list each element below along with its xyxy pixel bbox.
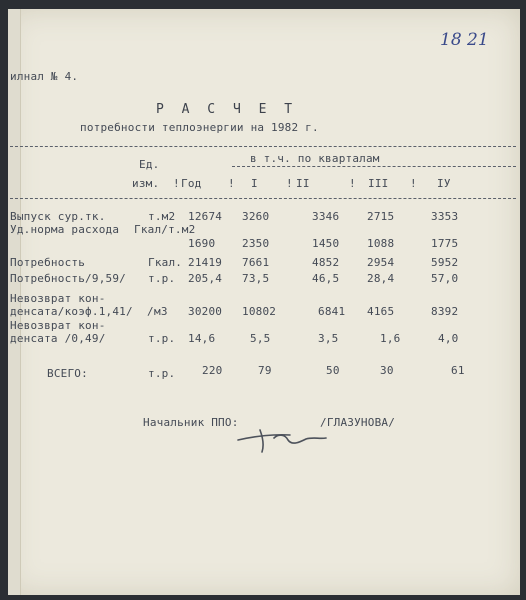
row-q3: 2954 <box>367 256 395 269</box>
header-group-rule <box>232 166 516 167</box>
row-label: Потребность/9,59/ <box>10 272 126 285</box>
row-q4: 61 <box>451 364 465 377</box>
row-q2: 1450 <box>312 237 340 250</box>
row-q1: 79 <box>258 364 272 377</box>
document-title: Р А С Ч Е Т <box>156 102 298 117</box>
header-sep-4: ! <box>410 177 417 190</box>
row-label: Невозврат кон- <box>10 292 106 305</box>
row-label: Невозврат кон- <box>10 319 106 332</box>
row-q4: 3353 <box>431 210 459 223</box>
header-bottom-rule <box>10 198 516 199</box>
row-q2: 3,5 <box>318 332 339 345</box>
document-subtitle: потребности теплоэнергии на 1982 г. <box>80 121 319 134</box>
row-label: Выпуск сур.тк. <box>10 210 106 223</box>
row-q2: 3346 <box>312 210 340 223</box>
row-q3: 2715 <box>367 210 395 223</box>
row-unit: Гкал. <box>148 256 183 269</box>
row-q1: 5,5 <box>250 332 271 345</box>
row-unit: т.р. <box>148 332 176 345</box>
row-q1: 10802 <box>242 305 277 318</box>
row-q3: 1,6 <box>380 332 401 345</box>
row-q1: 2350 <box>242 237 270 250</box>
header-q1: I <box>251 177 258 190</box>
handwritten-signature <box>230 420 340 460</box>
row-year: 30200 <box>188 305 223 318</box>
row-q3: 30 <box>380 364 394 377</box>
header-q2: II <box>296 177 310 190</box>
total-label: ВСЕГО: <box>47 367 88 380</box>
row-unit: т.р. <box>148 272 176 285</box>
row-q3: 4165 <box>367 305 395 318</box>
archive-page-number: 18 21 <box>440 30 489 50</box>
row-q2: 46,5 <box>312 272 340 285</box>
header-sep-2: ! <box>286 177 293 190</box>
header-year-sep: ! <box>173 177 180 190</box>
row-q4: 57,0 <box>431 272 459 285</box>
signatory-position: Начальник ППО: <box>143 416 239 429</box>
row-q1: 73,5 <box>242 272 270 285</box>
row-q1: 3260 <box>242 210 270 223</box>
header-year: Год <box>181 177 202 190</box>
row-q4: 4,0 <box>438 332 459 345</box>
table-top-rule <box>10 146 516 147</box>
row-year: 205,4 <box>188 272 223 285</box>
row-unit: т.м2 <box>148 210 176 223</box>
row-year: 14,6 <box>188 332 216 345</box>
header-unit-line2: изм. <box>132 177 160 190</box>
row-unit: т.р. <box>148 367 176 380</box>
row-year: 1690 <box>188 237 216 250</box>
header-sep-1: ! <box>228 177 235 190</box>
row-q2: 50 <box>326 364 340 377</box>
row-q4: 8392 <box>431 305 459 318</box>
row-year: 12674 <box>188 210 223 223</box>
row-unit: Гкал/т.м2 <box>134 223 196 236</box>
row-label: Уд.норма расхода <box>10 223 120 236</box>
appendix-label: илнал № 4. <box>10 70 79 83</box>
signatory-name: /ГЛАЗУНОВА/ <box>320 416 396 429</box>
header-q3: III <box>368 177 389 190</box>
row-year: 21419 <box>188 256 223 269</box>
row-q1: 7661 <box>242 256 270 269</box>
header-sep-3: ! <box>349 177 356 190</box>
row-year: 220 <box>202 364 223 377</box>
row-q4: 1775 <box>431 237 459 250</box>
row-q3: 1088 <box>367 237 395 250</box>
header-unit-line1: Ед. <box>139 158 160 171</box>
row-q4: 5952 <box>431 256 459 269</box>
row-label: Потребность <box>10 256 86 269</box>
row-label: денсата/коэф.1,41/ <box>10 305 133 318</box>
unit-slash: / <box>147 305 154 318</box>
header-q4: IУ <box>437 177 451 190</box>
row-unit: м3 <box>154 305 168 318</box>
row-q2: 6841 <box>318 305 346 318</box>
header-quarters-group: в т.ч. по кварталам <box>250 152 380 165</box>
row-q3: 28,4 <box>367 272 395 285</box>
row-q2: 4852 <box>312 256 340 269</box>
row-label: денсата /0,49/ <box>10 332 106 345</box>
